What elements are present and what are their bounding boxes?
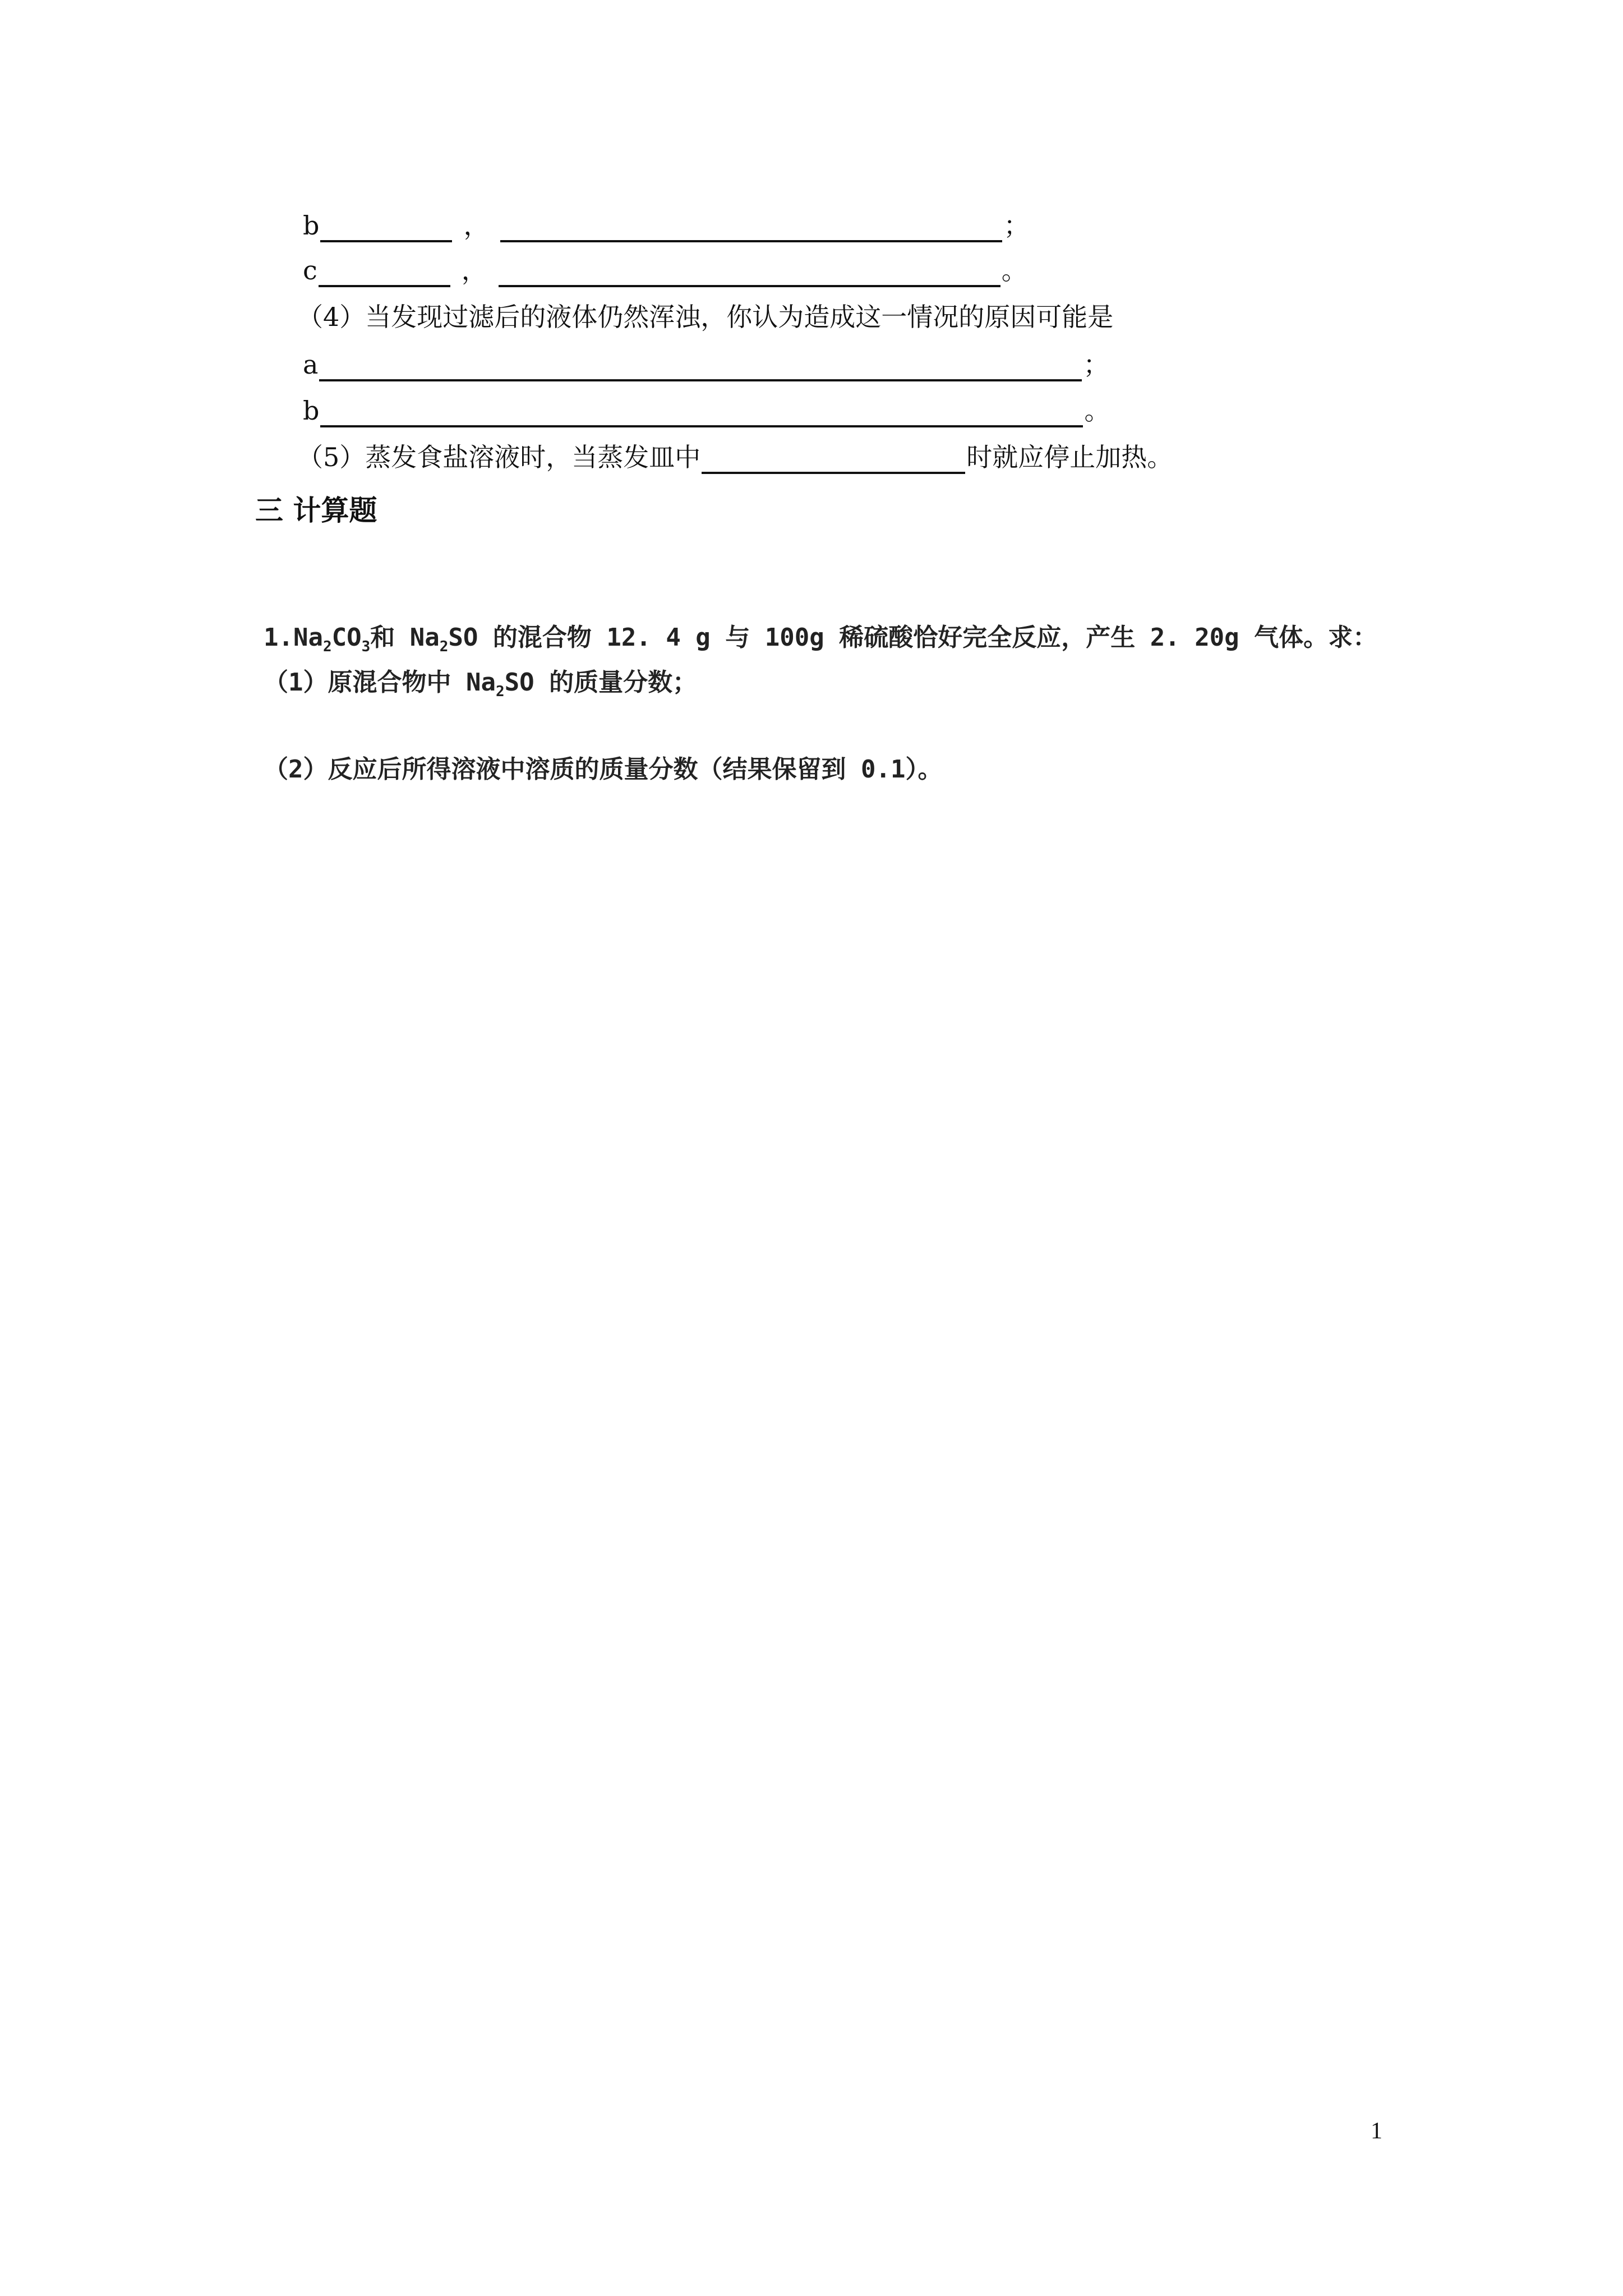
page-number: 1 bbox=[1371, 2118, 1382, 2144]
calc-subquestion-2 bbox=[264, 749, 942, 785]
q3-b-label: b bbox=[303, 210, 320, 241]
calc1-q2-text: （2）反应后所得溶液中溶质的质量分数（结果保留到 0.1）。 bbox=[264, 755, 943, 784]
q3-c-label: c bbox=[303, 255, 317, 286]
calc1-text-rest: 的混合物 12. 4 g 与 100g 稀硫酸恰好完全反应，产生 2. 20g 气体。求： bbox=[478, 623, 1378, 652]
q3-c-end: 。 bbox=[1001, 255, 1027, 286]
calc-question-1 bbox=[264, 617, 1377, 655]
section-heading: 三 计算题 bbox=[255, 494, 377, 527]
calc1-q1-text-c: 的质量分数； bbox=[534, 668, 698, 697]
q4-line-a bbox=[303, 348, 1109, 381]
calc1-q1-text-so: SO bbox=[504, 668, 534, 697]
q3-line-c bbox=[303, 254, 1027, 287]
q4-b-blank[interactable] bbox=[320, 401, 1083, 427]
calc-subquestion-1 bbox=[264, 662, 697, 700]
calc1-sub-1: 2 bbox=[322, 638, 332, 655]
calc1-text-so: SO bbox=[448, 623, 478, 652]
q4-a-end: ； bbox=[1083, 349, 1109, 380]
calc1-text-and-na: 和 Na bbox=[370, 623, 440, 652]
q4-prompt-text: （4）当发现过滤后的液体仍然浑浊，你认为造成这一情况的原因可能是 bbox=[297, 302, 1114, 332]
q4-prompt bbox=[297, 300, 1113, 334]
q3-b-comma: ， bbox=[463, 210, 490, 241]
calc1-text-na: 1.Na bbox=[264, 623, 323, 652]
calc1-sub-2: 3 bbox=[361, 638, 371, 655]
q3-c-blank-short[interactable] bbox=[319, 260, 450, 287]
q3-b-blank-short[interactable] bbox=[320, 215, 452, 242]
q4-line-b bbox=[303, 394, 1110, 427]
q3-c-comma: ， bbox=[461, 255, 487, 286]
q3-c-blank-long[interactable] bbox=[499, 260, 1000, 287]
calc1-sub-3: 2 bbox=[439, 638, 449, 655]
q4-b-label: b bbox=[303, 395, 320, 426]
q5-line bbox=[297, 440, 1173, 474]
q4-b-end: 。 bbox=[1084, 395, 1110, 426]
calc1-q1-text-a: （1）原混合物中 Na bbox=[264, 668, 496, 697]
q5-suffix: 时就应停止加热。 bbox=[966, 442, 1173, 472]
calc1-q1-sub: 2 bbox=[495, 683, 505, 700]
q3-b-end: ； bbox=[1003, 210, 1030, 241]
q3-line-b bbox=[303, 209, 1029, 242]
q5-blank[interactable] bbox=[702, 447, 965, 474]
q3-b-blank-long[interactable] bbox=[500, 215, 1002, 242]
calc1-text-co: CO bbox=[331, 623, 362, 652]
q4-a-blank[interactable] bbox=[319, 355, 1082, 381]
q5-prefix: （5）蒸发食盐溶液时，当蒸发皿中 bbox=[297, 442, 701, 472]
q4-a-label: a bbox=[303, 349, 319, 380]
